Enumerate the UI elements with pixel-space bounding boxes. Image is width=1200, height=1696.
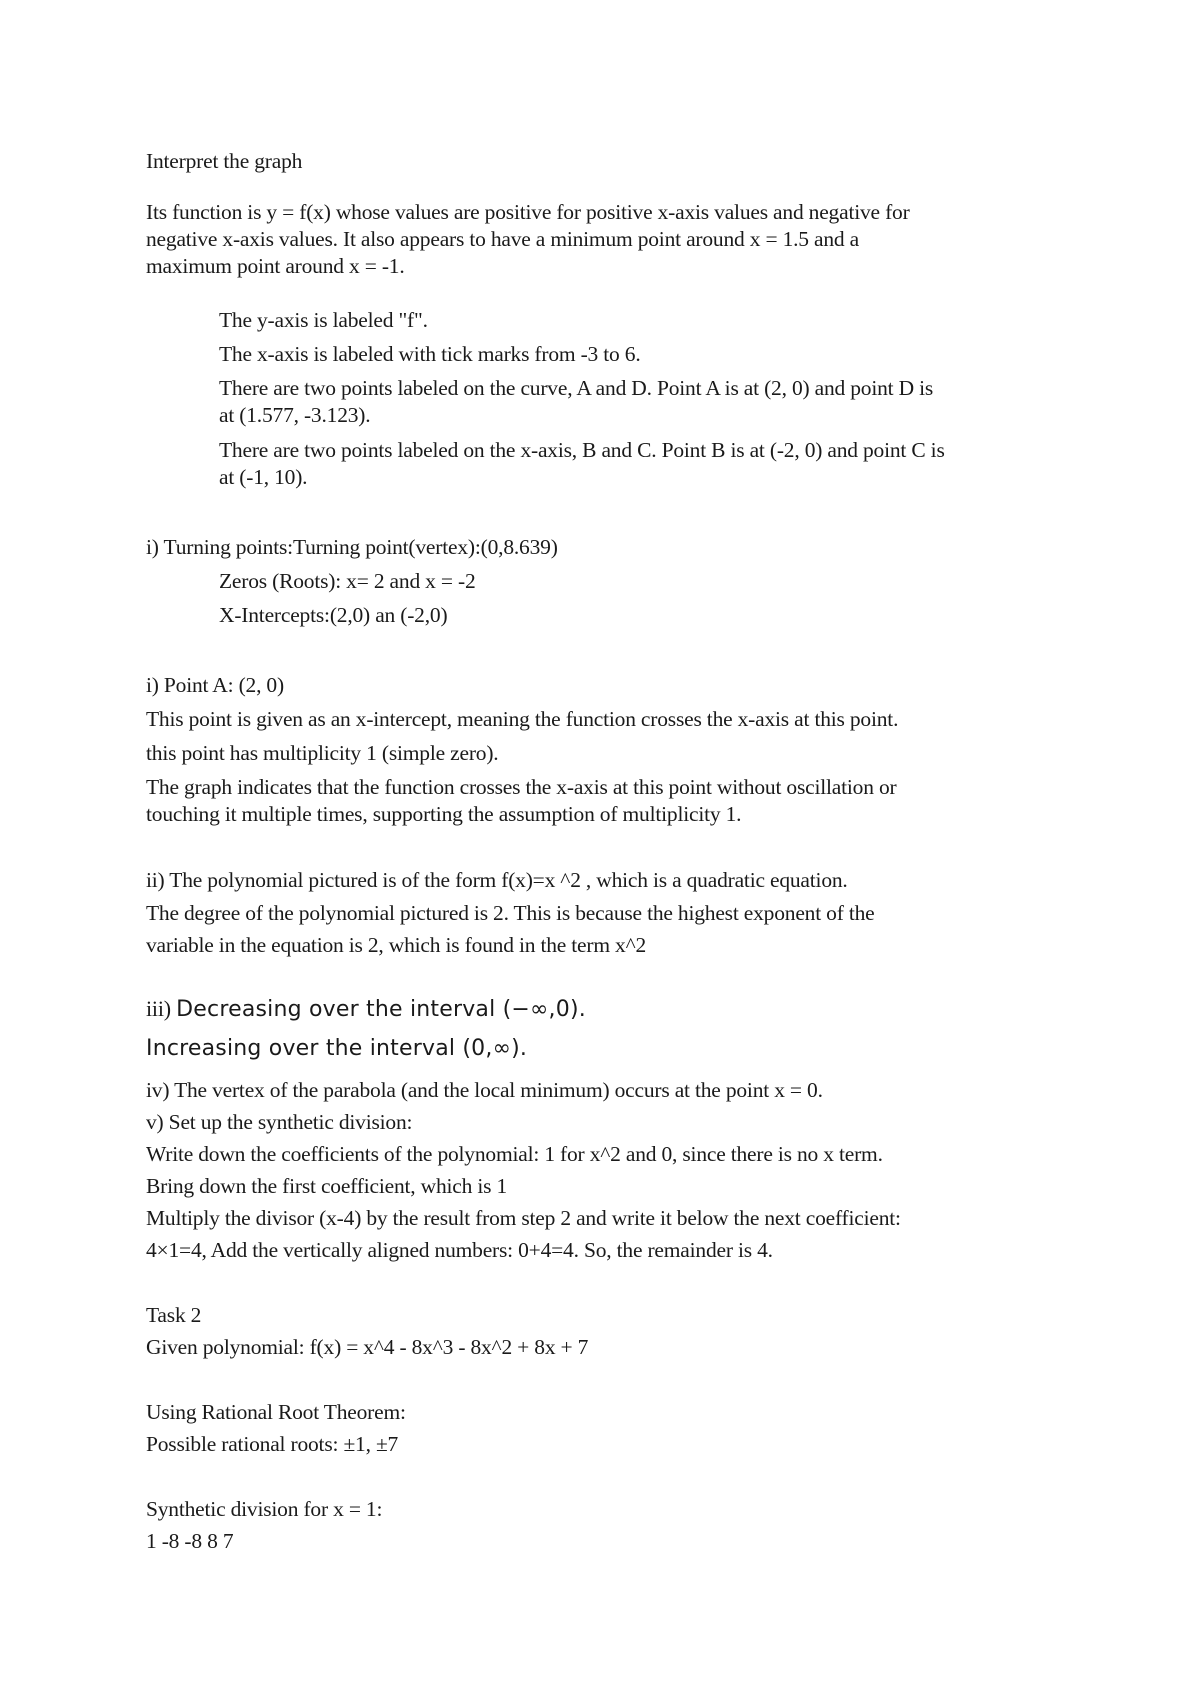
x-intercepts-line: X-Intercepts:(2,0) an (-2,0) — [219, 603, 448, 627]
polynomial-line-2: The degree of the polynomial pictured is 2. This is because the highest exponent of the — [146, 901, 875, 925]
point-a-line-2: this point has multiplicity 1 (simple zero). — [146, 741, 499, 765]
graph-note-y-axis: The y-axis is labeled "f". — [219, 308, 428, 332]
point-a-line-4: touching it multiple times, supporting the assumption of multiplicity 1. — [146, 802, 742, 826]
graph-note-x-axis: The x-axis is labeled with tick marks from -3 to 6. — [219, 342, 641, 366]
graph-note-axis-points-2: at (-1, 10). — [219, 465, 308, 489]
point-a-line-3: The graph indicates that the function crosses the x-axis at this point without oscillation or — [146, 775, 897, 799]
turning-points-line: i) Turning points:Turning point(vertex):(0,8.639) — [146, 535, 558, 559]
rational-root-line: Using Rational Root Theorem: — [146, 1400, 406, 1424]
polynomial-line-3: variable in the equation is 2, which is found in the term x^2 — [146, 933, 647, 957]
coefficients-line: Write down the coefficients of the polynomial: 1 for x^2 and 0, since there is no x term. — [146, 1142, 883, 1166]
zeros-line: Zeros (Roots): x= 2 and x = -2 — [219, 569, 476, 593]
task2-heading: Task 2 — [146, 1303, 202, 1327]
remainder-line: 4×1=4, Add the vertically aligned numbers: 0+4=4. So, the remainder is 4. — [146, 1238, 773, 1262]
interval-prefix: iii) — [146, 996, 177, 1021]
intro-line-3: maximum point around x = -1. — [146, 254, 405, 278]
bring-down-line: Bring down the first coefficient, which is 1 — [146, 1174, 508, 1198]
intro-line-1: Its function is y = f(x) whose values are positive for positive x-axis values and negative for — [146, 200, 910, 224]
possible-roots-line: Possible rational roots: ±1, ±7 — [146, 1432, 399, 1456]
graph-note-points-2: at (1.577, -3.123). — [219, 403, 371, 427]
point-a-line-1: This point is given as an x-intercept, meaning the function crosses the x-axis at this point. — [146, 707, 899, 731]
multiply-line: Multiply the divisor (x-4) by the result from step 2 and write it below the next coefficient: — [146, 1206, 901, 1230]
decreasing-interval-line — [146, 995, 586, 1023]
polynomial-line-1: ii) The polynomial pictured is of the form f(x)=x ^2 , which is a quadratic equation. — [146, 868, 848, 892]
given-polynomial-line: Given polynomial: f(x) = x^4 - 8x^3 - 8x^2 + 8x + 7 — [146, 1335, 589, 1359]
increasing-interval: Increasing over the interval (0,∞). — [146, 1036, 528, 1061]
decreasing-interval: Decreasing over the interval (−∞,0). — [176, 997, 586, 1022]
synthetic-setup-line: v) Set up the synthetic division: — [146, 1110, 413, 1134]
graph-note-points-1: There are two points labeled on the curve, A and D. Point A is at (2, 0) and point D is — [219, 376, 934, 400]
point-a-heading: i) Point A: (2, 0) — [146, 673, 284, 697]
intro-line-2: negative x-axis values. It also appears to have a minimum point around x = 1.5 and a — [146, 227, 859, 251]
graph-note-axis-points-1: There are two points labeled on the x-axis, B and C. Point B is at (-2, 0) and point C is — [219, 438, 945, 462]
doc-title: Interpret the graph — [146, 149, 303, 173]
coefficient-row: 1 -8 -8 8 7 — [146, 1529, 234, 1553]
vertex-line: iv) The vertex of the parabola (and the local minimum) occurs at the point x = 0. — [146, 1078, 823, 1102]
synthetic-x1-line: Synthetic division for x = 1: — [146, 1497, 383, 1521]
